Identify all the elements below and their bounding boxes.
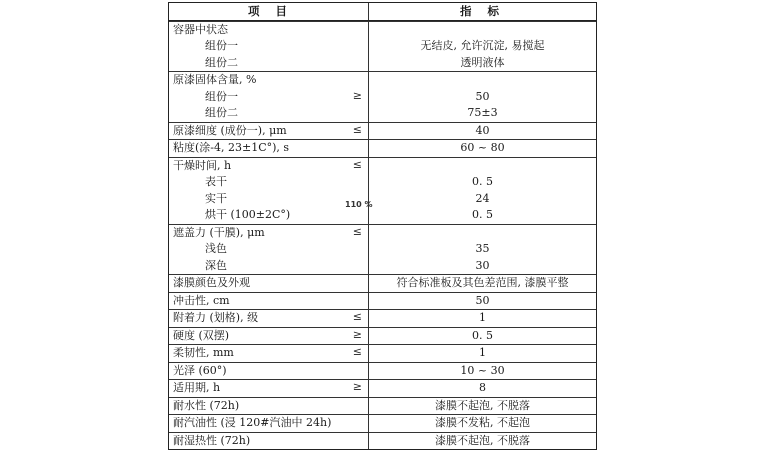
spec-value: 24	[475, 191, 490, 205]
header-item: 项 目	[247, 4, 293, 18]
item-cell	[169, 380, 369, 397]
item-cell	[169, 310, 369, 327]
item-label: 浅色	[205, 242, 227, 255]
item-label: 组份一	[205, 89, 238, 103]
item-label: 深色	[205, 258, 227, 272]
item-cell	[169, 345, 369, 362]
table-row	[169, 139, 596, 157]
item-label: 干燥时间, h	[173, 158, 232, 172]
spec-value: 60 ~ 80	[460, 141, 505, 154]
item-label: 遮盖力 (干膜), μm	[173, 225, 265, 239]
spec-value: 40	[475, 123, 490, 137]
item-label: 组份二	[205, 106, 238, 119]
spec-cell	[369, 380, 596, 397]
spec-cell	[369, 398, 596, 415]
table-row	[169, 414, 596, 432]
item-label: 硬度 (双摆)	[173, 328, 230, 342]
item-label: 耐湿热性 (72h)	[173, 433, 251, 447]
item-cell	[169, 123, 369, 140]
item-cell	[169, 398, 369, 415]
item-label: 光泽 (60°)	[173, 363, 227, 377]
comparison-symbol: ≥	[352, 327, 362, 341]
spec-cell	[369, 345, 596, 362]
item-label: 原漆固体含量, %	[173, 73, 257, 86]
header-spec-cell	[369, 3, 596, 20]
table-row	[169, 224, 596, 275]
spec-value: 漆膜不起泡, 不脱落	[435, 433, 530, 447]
item-label: 漆膜颜色及外观	[173, 276, 250, 289]
spec-value: 0. 5	[472, 328, 493, 342]
spec-value: 35	[475, 242, 490, 255]
spec-value: 75±3	[467, 106, 498, 119]
spec-cell	[369, 310, 596, 327]
item-label: 粘度(涂-4, 23±1C°), s	[173, 141, 290, 154]
spec-value: 8	[479, 381, 486, 394]
table-row	[169, 274, 596, 292]
table-row	[169, 71, 596, 122]
table-body	[169, 21, 596, 450]
spec-value: 50	[475, 89, 490, 103]
spec-value	[369, 225, 596, 242]
comparison-symbol: ≤	[352, 224, 362, 238]
table-row	[169, 327, 596, 345]
item-cell	[169, 293, 369, 310]
item-cell	[169, 72, 369, 122]
header-spec: 指 标	[459, 4, 505, 18]
item-label: 原漆细度 (成份一), μm	[173, 123, 287, 137]
spec-cell	[369, 22, 596, 72]
item-label: 耐水性 (72h)	[173, 398, 240, 412]
spec-value: 0. 5	[472, 175, 493, 188]
table-row	[169, 292, 596, 310]
item-label: 耐汽油性 (浸 120#汽油中 24h)	[173, 416, 332, 429]
spec-value: 无结皮, 允许沉淀, 易搅起	[420, 39, 545, 52]
spec-value: 0. 5	[472, 208, 493, 221]
spec-value	[369, 72, 596, 89]
spec-cell	[369, 293, 596, 310]
comparison-symbol: ≤	[352, 122, 362, 136]
item-cell	[169, 328, 369, 345]
spec-value: 50	[475, 293, 490, 307]
spec-value	[369, 22, 596, 39]
spec-value: 漆膜不起泡, 不脱落	[435, 398, 530, 412]
spec-value: 30	[475, 258, 490, 272]
table-row	[169, 309, 596, 327]
spec-cell	[369, 225, 596, 275]
item-cell	[169, 363, 369, 380]
table-row	[169, 397, 596, 415]
item-label: 组份二	[205, 55, 238, 69]
zoom-indicator: 110 %	[345, 200, 373, 209]
table-header-row	[169, 3, 596, 21]
comparison-symbol: ≥	[352, 380, 362, 393]
comparison-symbol: ≥	[352, 88, 362, 102]
spec-value: 1	[479, 346, 486, 359]
header-item-cell	[169, 3, 369, 20]
item-label: 适用期, h	[173, 381, 221, 394]
spec-cell	[369, 158, 596, 224]
spec-cell	[369, 140, 596, 157]
item-cell	[169, 22, 369, 72]
spec-value: 符合标准板及其色差范围, 漆膜平整	[396, 276, 569, 289]
comparison-symbol: ≤	[352, 345, 362, 358]
table-row	[169, 157, 596, 224]
item-label: 烘干 (100±2C°)	[205, 208, 291, 221]
spec-table	[168, 2, 597, 450]
item-label: 附着力 (划格), 级	[173, 311, 259, 324]
table-row	[169, 344, 596, 362]
table-row	[169, 379, 596, 397]
item-cell	[169, 140, 369, 157]
spec-value: 透明液体	[460, 55, 505, 69]
item-label: 组份一	[205, 39, 238, 52]
spec-cell	[369, 363, 596, 380]
item-cell	[169, 275, 369, 292]
table-row	[169, 432, 596, 450]
item-cell	[169, 158, 369, 224]
spec-value	[369, 158, 596, 175]
item-label: 实干	[205, 191, 227, 205]
item-label: 表干	[205, 175, 227, 188]
item-cell	[169, 225, 369, 275]
spec-cell	[369, 275, 596, 292]
spec-cell	[369, 72, 596, 122]
table-row	[169, 21, 596, 72]
item-label: 柔韧性, mm	[173, 346, 234, 359]
spec-cell	[369, 328, 596, 345]
spec-value: 漆膜不发粘, 不起泡	[435, 416, 530, 429]
table-row	[169, 362, 596, 380]
spec-value: 10 ~ 30	[460, 363, 505, 377]
item-label: 容器中状态	[173, 22, 228, 36]
table-row	[169, 122, 596, 140]
comparison-symbol: ≤	[352, 310, 362, 323]
item-label: 冲击性, cm	[173, 293, 230, 307]
item-cell	[169, 415, 369, 432]
spec-cell	[369, 415, 596, 432]
spec-value: 1	[479, 311, 486, 324]
comparison-symbol: ≤	[352, 157, 362, 171]
spec-cell	[369, 123, 596, 140]
